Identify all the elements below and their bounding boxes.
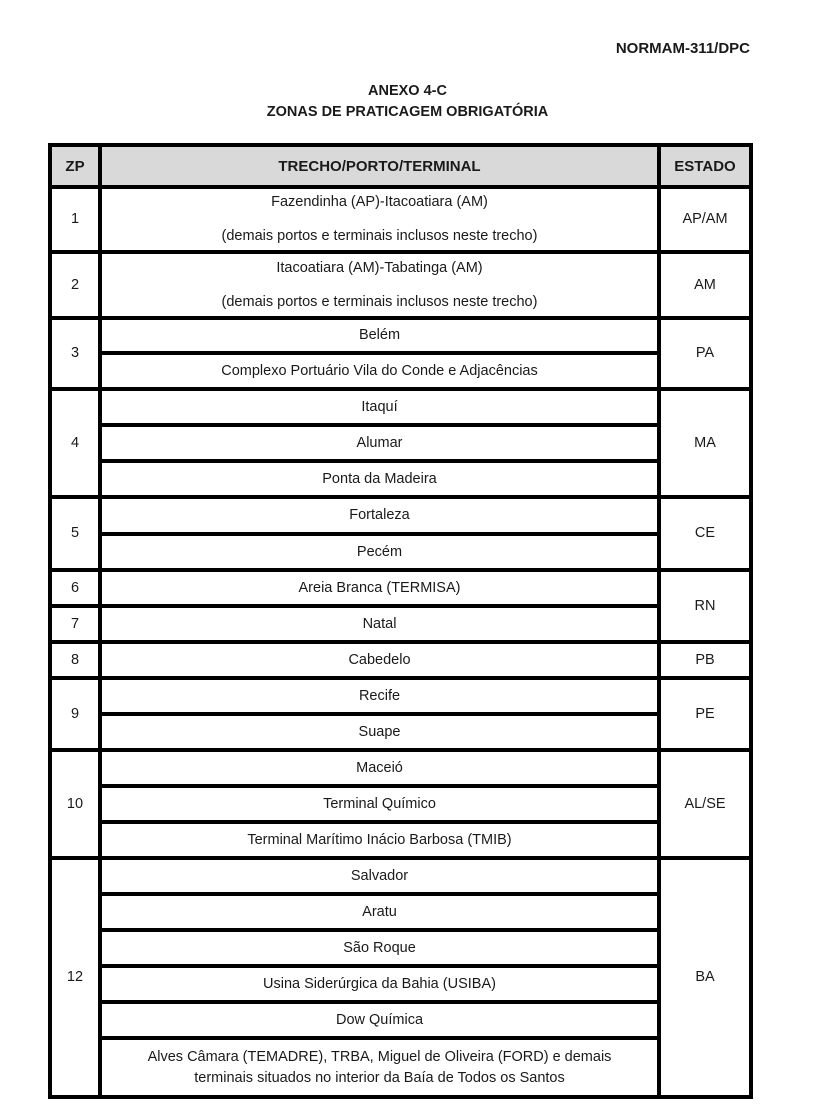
zone-10-location: Terminal Marítimo Inácio Barbosa (TMIB): [247, 831, 512, 848]
zone-10-state: AL/SE: [684, 795, 726, 812]
row-divider: [100, 532, 659, 536]
zone-2-location: [102, 254, 657, 316]
zone-6-location: Natal: [362, 615, 397, 632]
column-border: [98, 143, 102, 1099]
header-bottom-border: [48, 185, 753, 189]
group-divider: [48, 1095, 753, 1099]
row-divider: [100, 604, 659, 608]
row-divider: [100, 892, 659, 896]
row-divider: [100, 964, 659, 968]
zone-4-state: MA: [694, 434, 716, 451]
document-reference: NORMAM-311/DPC: [615, 40, 750, 57]
row-divider: [100, 820, 659, 824]
zone-1-number: 1: [70, 211, 80, 227]
column-border: [749, 143, 753, 1099]
zone-12-location: Aratu: [362, 903, 397, 920]
cell-line: Fazendinha (AP)-Itacoatiara (AM): [271, 194, 488, 210]
annex-label: ANEXO 4-C: [368, 83, 447, 99]
row-divider: [100, 459, 659, 463]
zone-3-location: Belém: [358, 327, 401, 343]
zone-12-location: Salvador: [350, 867, 409, 884]
zone-7-number: 7: [70, 615, 80, 632]
row-divider: [100, 423, 659, 427]
zone-12-location: São Roque: [343, 939, 416, 956]
zone-3-location: Complexo Portuário Vila do Conde e Adjacências: [221, 362, 538, 379]
row-divider: [100, 1000, 659, 1004]
zone-5-state: CE: [694, 525, 716, 541]
row-divider: [100, 351, 659, 355]
zone-1-location: [102, 189, 657, 250]
zone-2-state: AM: [694, 276, 716, 293]
zone-4-location: Itaquí: [361, 398, 398, 415]
zone-3-number: 3: [70, 345, 80, 361]
zone-5-number: 5: [70, 525, 80, 541]
zone-5-location: Fortaleza: [349, 507, 410, 523]
zone-12-number: 12: [66, 969, 84, 985]
zone-8-state: PB: [695, 651, 715, 668]
zone-2-number: 2: [70, 276, 80, 293]
zone-9-location: Suape: [358, 723, 401, 740]
zone-1-state: AP/AM: [682, 211, 728, 227]
table-top-border: [48, 143, 753, 147]
header-trecho: TRECHO/PORTO/TERMINAL: [102, 147, 657, 185]
zone-9-number: 9: [70, 705, 80, 722]
zone-4-number: 4: [70, 434, 80, 451]
header-zp: ZP: [52, 147, 98, 185]
cell-line: (demais portos e terminais inclusos neste trecho): [221, 228, 538, 244]
zone-9-location: Recife: [358, 687, 401, 704]
zone-4-location: Ponta da Madeira: [322, 470, 437, 487]
zone-10-number: 10: [66, 795, 84, 812]
zone-5-location: Pecém: [356, 543, 403, 560]
row-divider: [100, 784, 659, 788]
zone-6-number: 6: [70, 579, 80, 596]
zone-6-state: RN: [694, 597, 716, 614]
zone-12-location: Usina Siderúrgica da Bahia (USIBA): [263, 975, 496, 992]
cell-line: terminais situados no interior da Baía de Todos os Santos: [194, 1069, 565, 1086]
zone-10-location: Maceió: [356, 759, 403, 776]
row-divider: [100, 928, 659, 932]
zone-12-location: [102, 1040, 657, 1095]
header-estado: ESTADO: [661, 147, 749, 185]
zone-6-location: Areia Branca (TERMISA): [298, 579, 461, 596]
column-border: [657, 143, 661, 1099]
document-title: ZONAS DE PRATICAGEM OBRIGATÓRIA: [266, 104, 549, 120]
row-divider: [50, 604, 100, 608]
column-border: [48, 143, 52, 1099]
zone-9-state: PE: [695, 705, 715, 722]
zone-3-state: PA: [695, 345, 715, 361]
zone-12-location: Dow Química: [335, 1011, 424, 1028]
cell-line: Alves Câmara (TEMADRE), TRBA, Miguel de Oliveira (FORD) e demais: [147, 1048, 612, 1065]
cell-line: Itacoatiara (AM)-Tabatinga (AM): [276, 259, 483, 276]
zone-8-location: Cabedelo: [348, 651, 411, 668]
zone-12-state: BA: [695, 969, 715, 985]
zone-10-location: Terminal Químico: [323, 795, 436, 812]
row-divider: [100, 712, 659, 716]
row-divider: [100, 1036, 659, 1040]
zone-4-location: Alumar: [356, 434, 403, 451]
zone-8-number: 8: [70, 651, 80, 668]
cell-line: (demais portos e terminais inclusos neste trecho): [221, 293, 538, 310]
